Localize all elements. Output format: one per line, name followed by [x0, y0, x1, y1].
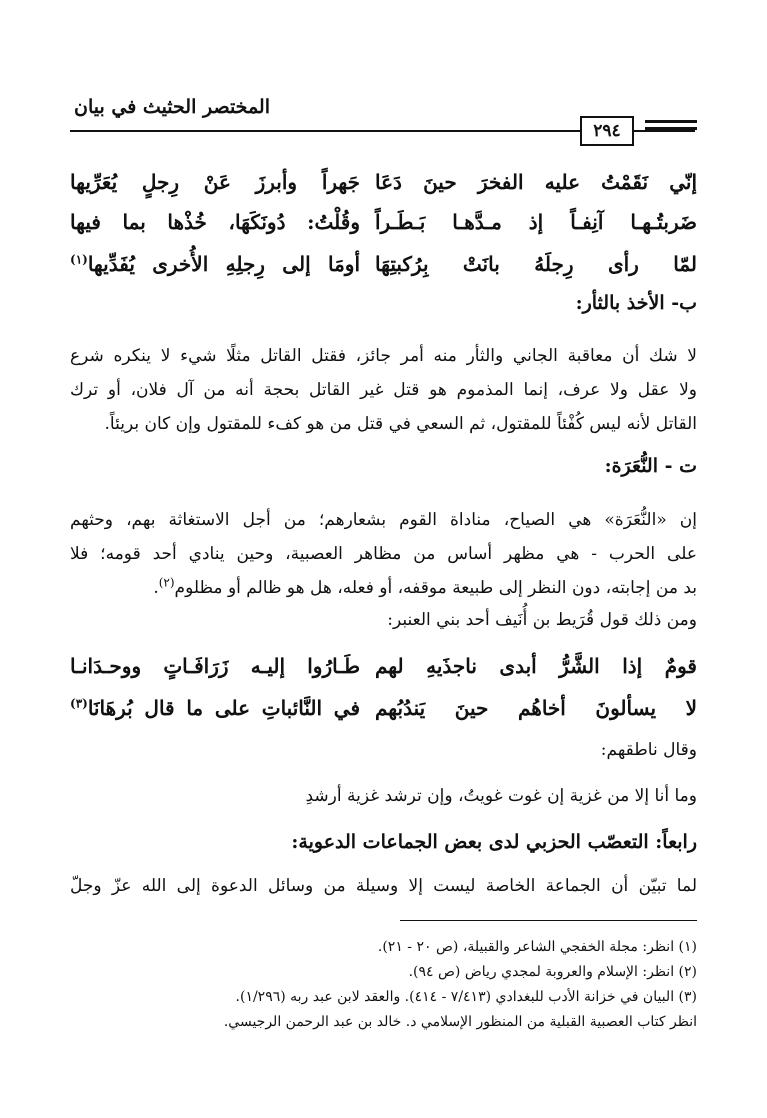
paragraph-line: لما تبيّن أن الجماعة الخاصة ليست إلا وسيلة من وسائل الدعوة إلى الله عزّ وجلّ	[70, 876, 697, 896]
verse-2-first-hemistich: ضَربتُـهـا آنِفـاً إذ مـدَّهـا بَـطَـراً	[375, 210, 697, 234]
verse-5-second-text: في النَّائباتِ على ما قال بُرهَانَا	[87, 696, 360, 720]
speaker-line: وقال ناطقهم:	[600, 740, 697, 760]
section-heading-nuara: ت - النُّعَرَة:	[604, 455, 697, 477]
verse-4-second-hemistich: طَـارُوا إليـه زَرَافَـاتٍ ووحـدَانـا	[70, 654, 360, 678]
footnote-3-continued: انظر كتاب العصبية القبلية من المنظور الإسلامي د. خالد بن عبد الرحمن الرجيسي.	[223, 1014, 697, 1030]
paragraph-line: على الحرب - هي مظهر أساس من مظاهر العصبية، وحين ينادي أحد قومه؛ فلا	[70, 544, 697, 564]
verse-2-second-hemistich: وقُلْتُ: دُونَكَهَا، خُذْها بما فيها	[70, 210, 360, 234]
footnote-marker-1: (١)	[70, 252, 88, 267]
section-heading-partisanship: رابعاً: التعصّب الحزبي لدى بعض الجماعات الدعوية:	[291, 831, 697, 853]
single-verse: وما أنا إلا من غزية إن غوت غويتُ، وإن ترشد غزية أرشدِ	[305, 786, 697, 806]
footnote-2: (٢) انظر: الإسلام والعروبة لمجدي رياض (ص ٩٤).	[408, 964, 697, 980]
paragraph-line: لا شك أن معاقبة الجاني والثأر منه أمر جائز، فقتل القاتل مثلًا شيء لا ينكره شرع	[70, 346, 697, 366]
header-ornament-line	[645, 127, 697, 130]
verse-1-second-hemistich: جَهراً وأبرزَ عَنْ رِجلٍ يُعَرِّيها	[70, 170, 360, 194]
paragraph-line: القاتل لأنه ليس كُفْئاً للمقتول، ثم السعي في قتل من هو كفء للمقتول وإن كان بريئاً.	[104, 414, 697, 434]
section-heading-revenge: ب- الأخذ بالثأر:	[575, 292, 697, 314]
footnote-1: (١) انظر: مجلة الخفجي الشاعر والقبيلة، (ص ٢٠ - ٢١).	[377, 939, 697, 955]
paragraph-line: ومن ذلك قول قُرَيط بن أُنَيف أحد بني العنبر:	[387, 610, 697, 630]
paragraph-line: بد من إجابته، دون النظر إلى طبيعة موقفه، أو فعله، هل هو ظالم أو مظلوم$^{(٢)}$.	[153, 575, 697, 598]
footnote-3: (٣) البيان في خزانة الأدب للبغدادي (٧/٤١٣ - ٤١٤). والعقد لابن عبد ربه (١/٢٩٦).	[235, 989, 697, 1005]
header-ornament-line	[645, 120, 697, 123]
verse-4-first-hemistich: قومٌ إذا الشَّرُّ أبدى ناجذَيهِ لهم	[375, 654, 697, 678]
footnote-marker-2: (٢)	[158, 575, 175, 590]
paragraph-line-text: بد من إجابته، دون النظر إلى طبيعة موقفه، أو فعله، هل هو ظالم أو مظلوم	[174, 578, 697, 598]
footnote-marker-3: (٣)	[70, 696, 88, 711]
verse-5-first-hemistich: لا يسألونَ أخاهُم حينَ يَندُبُهم	[375, 696, 697, 720]
verse-3-first-hemistich: لمّا رأى رِجلَهُ بانَتْ بِرُكبتِهَا	[375, 252, 697, 276]
page-number: ٢٩٤	[580, 116, 634, 146]
paragraph-line: ولا عقل ولا عرف، إنما المذموم هو قتل غير القاتل بحجة أنه من آل فلان، أو ترك	[70, 380, 697, 400]
verse-3-second-hemistich	[70, 246, 360, 282]
verse-3-second-text: أومَا إلى رِجلِهِ الأُخرى يُفَدِّيها	[87, 252, 360, 276]
running-header-title: المختصر الحثيث في بيان	[74, 96, 270, 118]
footnote-separator	[400, 920, 697, 921]
verse-5-second-hemistich	[70, 690, 360, 726]
verse-1-first-hemistich: إنّي نَقَمْتُ عليه الفخرَ حينَ دَعَا	[375, 170, 697, 194]
paragraph-line: إن «النُّعَرَة» هي الصياح، مناداة القوم بشعارهم؛ من أجل الاستغاثة بهم، وحثهم	[70, 510, 697, 530]
